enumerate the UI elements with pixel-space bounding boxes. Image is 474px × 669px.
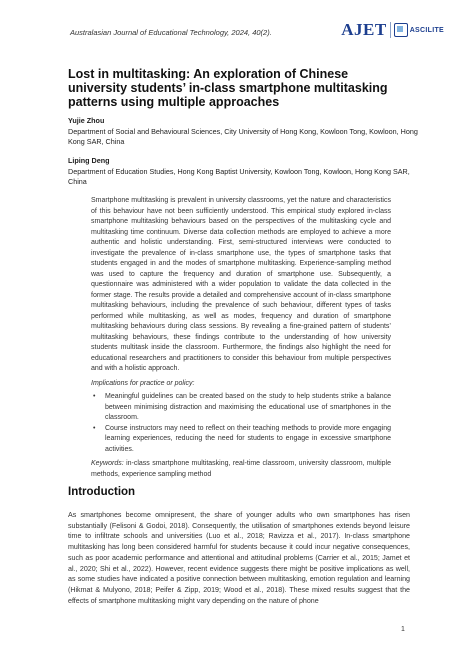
introduction-heading: Introduction: [68, 486, 136, 498]
abstract: Smartphone multitasking is prevalent in university classrooms, yet the nature and characteristics of this behaviour have not been sufficiently understood. This empirical study explored in-class smartphone multitasking behaviours based on the perspectives of the multitasking cycle and multitasking time continuum. Diverse data collection methods are employed to achieve a more authentic and holistic understanding. First, semi-structured interviews were conducted to investigate the prevalence of in-class smartphone use, the types of smartphone tasks that students engaged in and the modes of smartphone multitasking. Experience-sampling method was used to capture the frequency and duration of smartphone use. Subsequently, a questionnaire was administered with a wider population to validate the data collected in the former stage. The results provide a detailed and comprehensive account of in-class smartphone multitasking behaviours, including the prevalence of such behaviour, different types of tasks performed while multitasking, as well as modes, frequency and duration of smartphone multitasking behaviours during class sessions. By revealing a fine-grained pattern of students’ multitasking behaviours, these findings contribute to the understanding of how university students multitask inside the classroom. Furthermore, the findings also highlight the need for educational researchers and practitioners to consider this behaviour from multiple perspectives and with a holistic approach.: [91, 197, 391, 372]
journal-logo: [341, 20, 444, 40]
ascilite-badge-icon: [394, 23, 408, 37]
author-affiliation: Department of Education Studies, Hong Kong Baptist University, Kowloon Tong, Kowloon, Hong Kong SAR, China: [68, 166, 410, 186]
keywords-label: Keywords:: [91, 460, 124, 467]
bullet-icon: •: [93, 424, 96, 432]
author-block: [68, 116, 418, 148]
ascilite-logo-text: ASCILITE: [409, 26, 444, 34]
implication-text: Meaningful guidelines can be created based on the study to help students strike a balance between minimising distraction and maximising the educational use of smartphones in the classroom.: [105, 393, 391, 421]
keywords: [91, 459, 391, 480]
implication-text: Course instructors may need to reflect on their teaching methods to provide more engaging learning experiences, reducing the need for students to engage in excessive smartphone activities.: [105, 424, 391, 453]
list-item: [91, 424, 391, 456]
ajet-logo-text: AJET: [341, 20, 387, 39]
implications-heading: Implications for practice or policy:: [91, 380, 195, 387]
keywords-text: in-class smartphone multitasking, real-time classroom, university classroom, multiple methods, experience sampling method: [91, 460, 391, 478]
page-header: [70, 20, 444, 52]
paper-title: Lost in multitasking: An exploration of Chinese university students’ in-class smartphone multitasking patterns using multiple approaches: [68, 67, 388, 109]
author-block: [68, 156, 418, 188]
logo-divider: [390, 22, 391, 38]
journal-citation: Australasian Journal of Educational Technology, 2024, 40(2).: [70, 28, 272, 37]
page-number: 1: [401, 626, 405, 633]
implications-list: [91, 392, 391, 455]
author-name: Yujie Zhou: [68, 116, 105, 125]
introduction-text: As smartphones become omnipresent, the share of younger adults who own smartphones has risen substantially (Felisoni & Godoi, 2018). Consequently, the utilisation of smartphones extends beyond leisure time to infiltrate schools and universities (Luo et al., 2018; Ravizza et al., 2017). In-class smartphone multitasking has long been considered harmful for students because it could incur negative consequences, such as poor academic performance and attentional and attitudinal problems (Carrier et al., 2015; Jamet et al., 2020; Shi et al., 2022). However, recent evidence suggests there might be positive implications as well, as some studies have indicated a positive connection between multitasking, emotion regulation and learning (Hikmat & Mulyono, 2018; Peifer & Zipp, 2019; Wood et al., 2018). These mixed results suggest that the effects of smartphone multitasking might vary depending on the nature of phone: [68, 511, 410, 605]
list-item: [91, 392, 391, 424]
author-affiliation: Department of Social and Behavioural Sciences, City University of Hong Kong, Kowloon Tong, Kowloon, Hong Kong SAR, China: [68, 126, 418, 146]
author-name: Liping Deng: [68, 156, 110, 165]
bullet-icon: •: [93, 393, 96, 400]
